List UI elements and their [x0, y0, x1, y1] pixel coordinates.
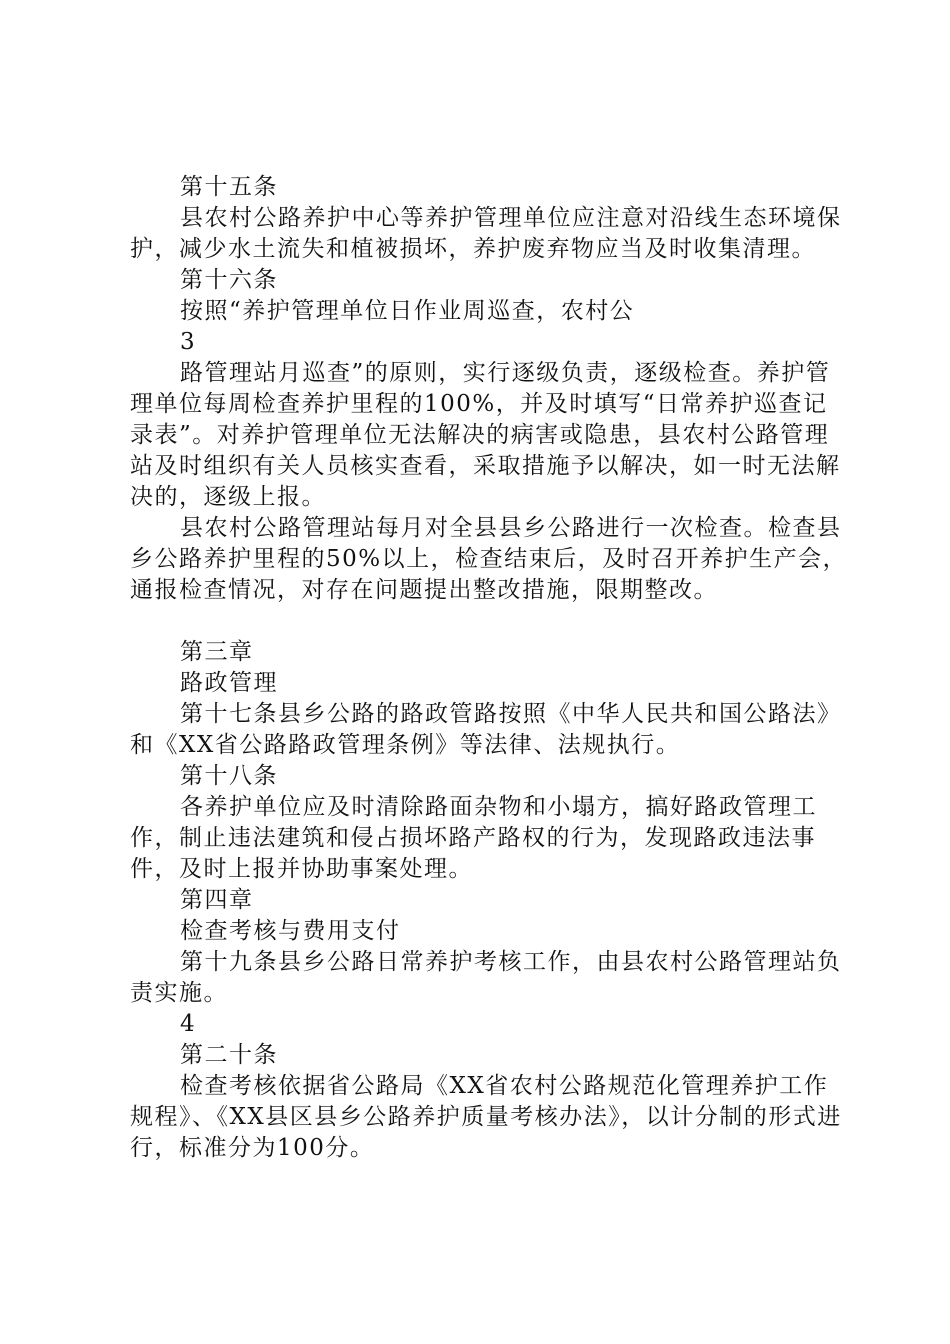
article-16-body-continued: 路管理站月巡查”的原则，实行逐级负责，逐级检查。养护管理单位每周检查养护里程的100%，并及时填写“日常养护巡查记录表”。对养护管理单位无法解决的病害或隐患，县农村公路管理站及时组织有关人员核实查看，采取措施予以解决，如一时无法解决的，逐级上报。 [130, 360, 841, 510]
article-19: 第十九条县乡公路日常养护考核工作，由县农村公路管理站负责实施。 [130, 949, 842, 1006]
chapter-3-heading: 第三章 [180, 639, 254, 665]
page-number-4: 4 [180, 1011, 197, 1037]
article-17: 第十七条县乡公路的路政管路按照《中华人民共和国公路法》和《XX省公路路政管理条例》等法律、法规执行。 [130, 701, 842, 758]
chapter-3-title: 路政管理 [180, 670, 278, 696]
article-20-body: 检查考核依据省公路局《XX省农村公路规范化管理养护工作规程》、《XX县区县乡公路养护质量考核办法》，以计分制的形式进行，标准分为100分。 [130, 1073, 842, 1161]
chapter-4-heading: 第四章 [180, 887, 254, 913]
section-spacer [130, 606, 850, 637]
article-15-heading: 第十五条 [180, 174, 278, 200]
document-body [130, 172, 850, 1164]
article-20-heading: 第二十条 [180, 1042, 278, 1068]
article-18-body: 各养护单位应及时清除路面杂物和小塌方，搞好路政管理工作，制止违法建筑和侵占损坏路产路权的行为，发现路政违法事件，及时上报并协助事案处理。 [130, 794, 817, 882]
page-number-3: 3 [180, 329, 197, 355]
article-18-heading: 第十八条 [180, 763, 278, 789]
article-16-body-start: 按照“养护管理单位日作业周巡查，农村公 [180, 298, 635, 324]
article-15-body: 县农村公路养护中心等养护管理单位应注意对沿线生态环境保护，减少水土流失和植被损坏，养护废弃物应当及时收集清理。 [130, 205, 842, 262]
article-16-heading: 第十六条 [180, 267, 278, 293]
chapter-4-title: 检查考核与费用支付 [180, 918, 401, 944]
article-16-monthly-check: 县农村公路管理站每月对全县县乡公路进行一次检查。检查县乡公路养护里程的50%以上，检查结束后，及时召开养护生产会，通报检查情况，对存在问题提出整改措施，限期整改。 [130, 515, 848, 603]
